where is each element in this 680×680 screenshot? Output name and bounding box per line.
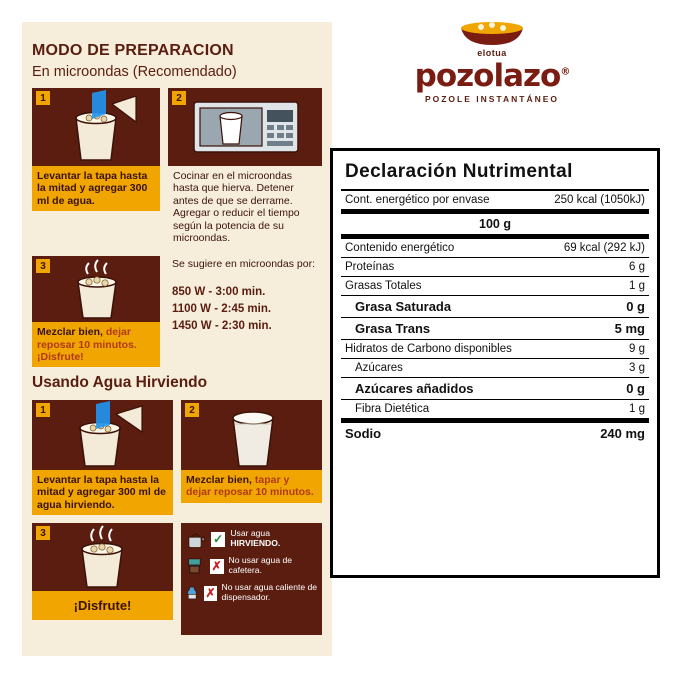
step-caption-boil-3: ¡Disfrute! — [32, 591, 173, 620]
row-value: 69 kcal (292 kJ) — [563, 242, 645, 254]
step-number: 3 — [36, 526, 50, 540]
row-label: Grasas Totales — [345, 280, 422, 292]
row-label: Fibra Dietética — [355, 403, 430, 415]
table-row — [341, 358, 649, 377]
table-row — [341, 257, 649, 276]
step-number: 2 — [172, 91, 186, 105]
bowl-icon — [455, 18, 529, 48]
row-value: 9 g — [629, 343, 645, 355]
row-value: 0 g — [626, 299, 645, 314]
step-number: 1 — [36, 403, 50, 417]
label-part-a: Usar agua — [230, 528, 270, 539]
step-card-boil-2 — [181, 400, 322, 515]
step-art-cup-lid — [181, 400, 322, 470]
microwave-times — [168, 256, 322, 367]
brand-top-text: elotua — [477, 48, 507, 58]
brand-tagline: POZOLE INSTANTÁNEO — [424, 94, 560, 104]
kettle-icon — [185, 528, 206, 550]
step-caption-micro-2: Cocinar en el microondas hasta que hierva. Detener antes de que se derrame. Agregar o reducir el tiempo según la potencia de su microondas. — [168, 166, 322, 248]
cross-icon: ✗ — [211, 559, 222, 574]
label-part-b: HIRVIENDO. — [230, 538, 281, 549]
row-value: 6 g — [629, 261, 645, 273]
section-subtitle-microwave: En microondas (Recomendado) — [32, 64, 237, 80]
table-row — [341, 295, 649, 317]
step-card-micro-2 — [168, 88, 322, 248]
step-caption-boil-1: Levantar la tapa hasta la mitad y agregar 300 ml de agua hirviendo. — [32, 470, 173, 515]
table-row — [341, 339, 649, 358]
water-dispenser-icon — [185, 582, 199, 604]
step-art-microwave — [168, 88, 322, 166]
list-item — [185, 582, 318, 604]
step-art-cup-steam — [32, 256, 160, 322]
microwave-note-title: Se sugiere en microondas por: — [172, 258, 315, 271]
microwave-icon — [168, 88, 322, 166]
water-source-list — [181, 523, 322, 635]
caption-part-c: ¡Disfrute! — [37, 351, 84, 363]
row-value: 1 g — [629, 403, 645, 415]
caption-part-b: tapar y dejar reposar 10 minutos. — [186, 474, 314, 499]
row-value: 5 mg — [614, 321, 645, 336]
step-card-boil-1 — [32, 400, 173, 515]
cup-lid-icon — [181, 400, 322, 470]
table-row — [341, 399, 649, 418]
step-caption-micro-3 — [32, 322, 160, 367]
list-item — [185, 555, 318, 577]
row-label: Azúcares añadidos — [355, 381, 474, 396]
caption-part-a: Mezclar bien, — [186, 474, 255, 486]
row-value: 1 g — [629, 280, 645, 292]
table-row — [341, 317, 649, 339]
cup-pour-icon — [32, 400, 173, 470]
cup-steam-icon — [32, 256, 160, 322]
step-card-boil-3 — [32, 523, 173, 635]
row-label: Grasa Trans — [355, 321, 431, 336]
step-art-cup-steam-2 — [32, 523, 173, 591]
time-1100w: 1100 W - 2:45 min. — [172, 302, 272, 315]
check-icon: ✓ — [211, 532, 225, 547]
step-art-cup-pour — [32, 88, 160, 166]
cross-icon: ✗ — [205, 586, 216, 601]
list-item — [185, 528, 318, 550]
time-850w: 850 W - 3:00 min. — [172, 286, 266, 299]
table-row — [341, 276, 649, 295]
row-value: 0 g — [626, 381, 645, 396]
caption-part-b: dejar reposar 10 minutos. — [37, 326, 137, 351]
step-number: 1 — [36, 91, 50, 105]
nutrition-title: Declaración Nutrimental — [345, 161, 573, 182]
row-label: Grasa Saturada — [355, 299, 452, 314]
energy-per-package-label: Cont. energético por envase — [345, 194, 490, 206]
list-item-label: No usar agua caliente de dispensador. — [221, 582, 318, 603]
brand-name — [398, 58, 586, 94]
step-caption-micro-1: Levantar la tapa hasta la mitad y agregar 300 ml de agua. — [32, 166, 160, 211]
time-1450w: 1450 W - 2:30 min. — [172, 319, 272, 332]
list-item-label: No usar agua de cafetera. — [228, 555, 293, 576]
table-row — [341, 377, 649, 399]
table-row — [341, 418, 649, 444]
coffee-maker-icon — [185, 555, 205, 577]
list-item-label — [230, 529, 318, 549]
brand-name-text: pozolazo — [414, 58, 561, 94]
section-title-microwave: MODO DE PREPARACION — [32, 42, 234, 59]
step-number: 2 — [185, 403, 199, 417]
row-label: Azúcares — [355, 362, 403, 374]
row-label: Sodio — [345, 426, 382, 441]
row-value: 3 g — [629, 362, 645, 374]
row-value: 240 mg — [600, 426, 645, 441]
nutrition-facts-panel — [330, 148, 660, 578]
table-row — [341, 234, 649, 257]
energy-per-package-row — [341, 189, 649, 209]
registered-mark: ® — [560, 66, 570, 78]
row-label: Proteínas — [345, 261, 395, 273]
step-card-micro-1 — [32, 88, 160, 248]
row-label: Hidratos de Carbono disponibles — [345, 343, 512, 355]
step-caption-boil-2 — [181, 470, 322, 503]
step-number: 3 — [36, 259, 50, 273]
cup-pour-icon — [32, 88, 160, 166]
microwave-steps — [32, 88, 322, 367]
preparation-panel — [22, 22, 332, 656]
step-art-cup-pour-2 — [32, 400, 173, 470]
row-label: Contenido energético — [345, 242, 455, 254]
section-title-boiling: Usando Agua Hirviendo — [32, 374, 208, 391]
energy-per-package-value: 250 kcal (1050kJ) — [554, 194, 645, 206]
boiling-steps — [32, 400, 322, 635]
caption-part-a: Mezclar bien, — [37, 326, 106, 339]
brand-logo — [398, 18, 586, 104]
cup-steam-icon — [32, 523, 173, 591]
step-card-micro-3 — [32, 256, 160, 367]
serving-size-row: 100 g — [341, 209, 649, 234]
